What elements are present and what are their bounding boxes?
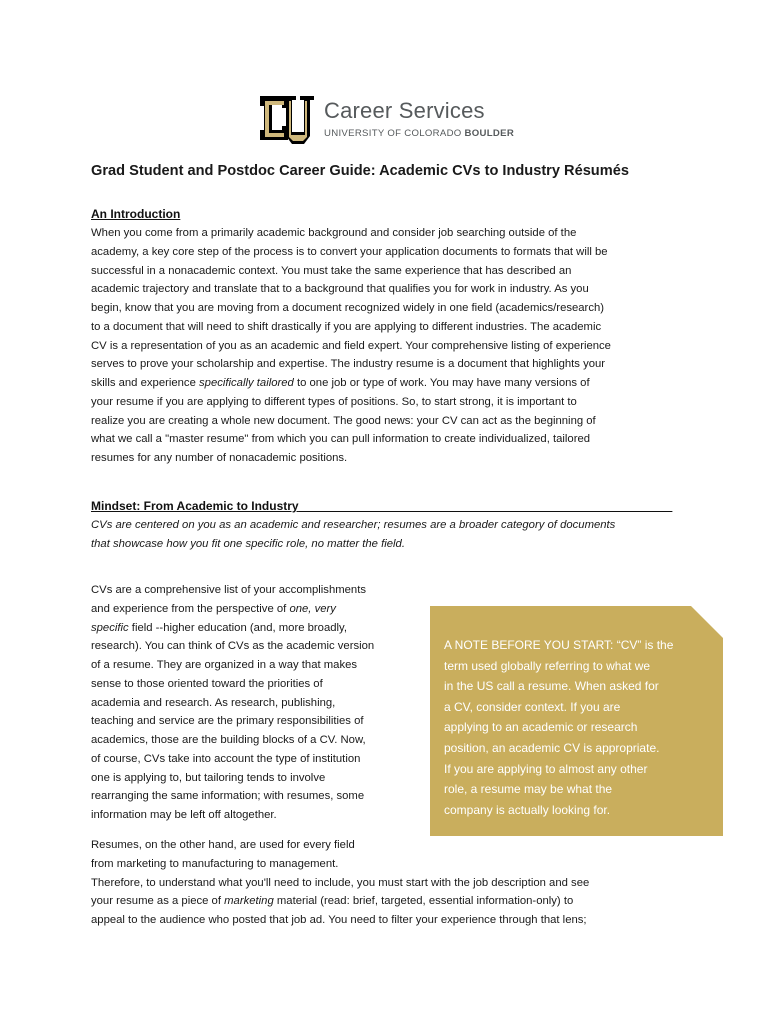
heading-rule: ________________________________________________________ (298, 499, 673, 513)
text-line: successful in a nonacademic context. You must take the same experience that has described an (91, 264, 572, 277)
text-line: CV is a representation of you as an academic and field expert. Your comprehensive listing of experience (91, 339, 611, 352)
cu-career-services-logo (258, 92, 514, 146)
text-line: to a document that will need to shift drastically if you are applying to different industries. The academic (91, 320, 602, 333)
text-line: resumes for any number of nonacademic positions. (91, 452, 348, 464)
mindset-subtitle: CVs are centered on you as an academic and researcher; resumes are a broader category of documents that showcase how you fit one specific role, no matter the field. (91, 519, 616, 550)
page-fold-corner (691, 606, 723, 638)
cu-logo-icon (258, 92, 316, 146)
text-line: academic trajectory and translate that to a background that qualifies you for work in industry. As you (91, 283, 589, 296)
intro-heading: An Introduction (91, 207, 181, 221)
text-line: skills and experience specifically tailored to one job or type of work. You may have many versions of (91, 377, 590, 389)
text-line: realize you are creating a whole new document. The good news: your CV can act as the beginning of (91, 414, 596, 427)
text-line: When you come from a primarily academic background and consider job searching outside of the (91, 227, 577, 239)
cv-paragraph: CVs are a comprehensive list of your accomplishments and experience from the perspective of one, very specific field --higher education (and, more broadly, research). You can think of CVs as the academic version of a resume. They are organized in a way that makes sense to those oriented toward the priorities of academia and research. As research, publishing, teaching and service are the primary responsibilities of academics, those are the building blocks of a CV. Now, of course, CVs take into account the type of institution one is applying to, but tailoring tends to involve rearranging the same information; with resumes, some information may be left off altogether. (91, 584, 375, 821)
note-callout (430, 606, 723, 836)
logo-subtitle: UNIVERSITY OF COLORADO BOULDER (324, 128, 515, 139)
page-title: Grad Student and Postdoc Career Guide: Academic CVs to Industry Résumés (91, 163, 629, 179)
resume-paragraph: Resumes, on the other hand, are used for every field from marketing to manufacturing to management. Therefore, to understand what you'll need to include, you must start with the job description and see your resume as a piece of marketing material (read: brief, targeted, essential information-only) to appeal to the audience who posted that job ad. You need to filter your experience through that lens; (91, 839, 590, 926)
text-line: what we call a "master resume" from which you can pull information to create individualized, tailored (91, 433, 591, 446)
mindset-heading: Mindset: From Academic to Industry________________________________________________________ (91, 499, 673, 513)
text-line: academy, a key core step of the process is to convert your application documents to formats that will be (91, 245, 608, 258)
text-line: your resume if you are applying to different types of positions. So, to start strong, it is important to (91, 395, 577, 408)
text-line: begin, know that you are moving from a document recognized widely in one field (academics/research) (91, 302, 605, 314)
note-text: A NOTE BEFORE YOU START: “CV” is the term used globally referring to what we in the US call a resume. When asked for a CV, consider context. If you are applying to an academic or research position, an academic CV is appropriate. If you are applying to almost any other role, a resume may be what the company is actually looking for. (444, 638, 674, 817)
text-line: serves to prove your scholarship and expertise. The industry resume is a document that highlights your (91, 358, 606, 371)
logo-title: Career Services (324, 98, 485, 123)
intro-paragraph (91, 224, 681, 468)
